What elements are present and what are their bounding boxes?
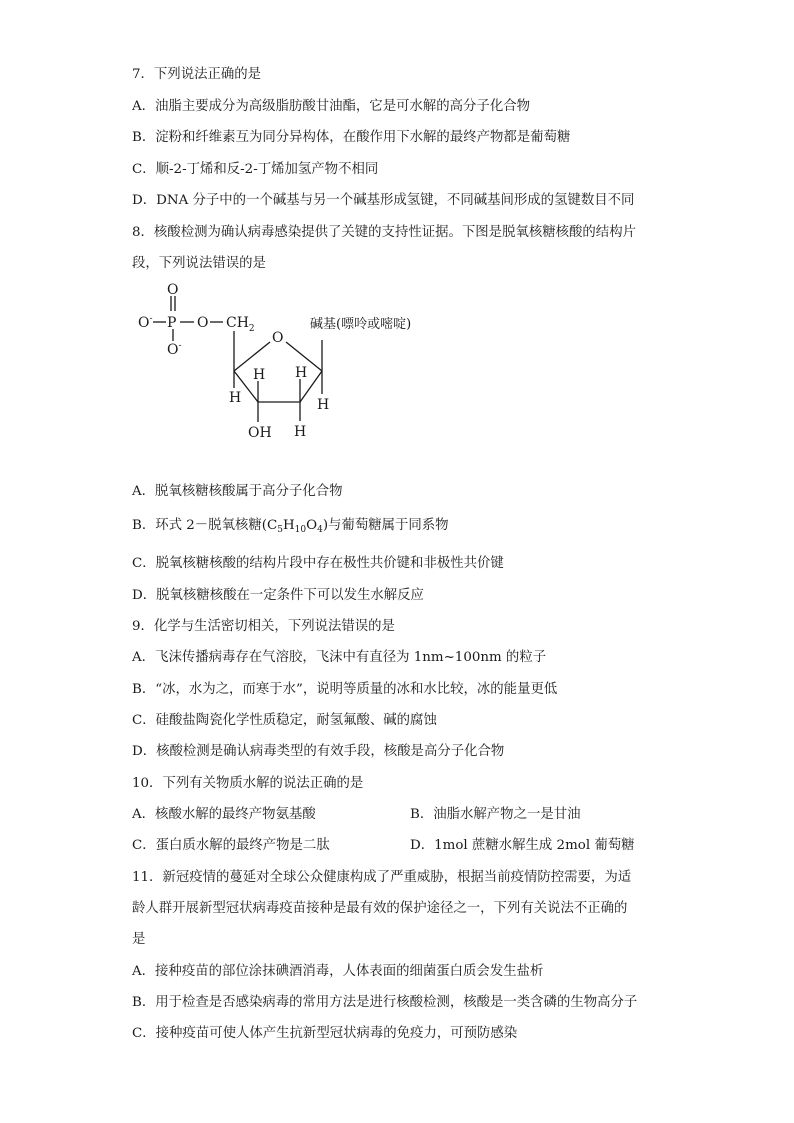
phosphate-o-bottom: O- bbox=[167, 341, 182, 358]
q10-option-c: C．蛋白质水解的最终产物是二肽 bbox=[132, 838, 330, 853]
q11-stem-line1: 11．新冠疫情的蔓延对全球公众健康构成了严重威胁，根据当前疫情防控需要，为适 bbox=[132, 870, 632, 885]
q11-stem-line3: 是 bbox=[132, 932, 146, 947]
h-c3: H bbox=[253, 367, 266, 383]
q7-option-c: C．顺-2-丁烯和反-2-丁烯加氢产物不相同 bbox=[132, 162, 379, 177]
q8-option-a: A．脱氧核糖核酸属于高分子化合物 bbox=[132, 484, 343, 499]
h-c2-down: H bbox=[294, 424, 307, 440]
q9-stem: 9．化学与生活密切相关，下列说法错误的是 bbox=[132, 619, 395, 634]
h-c4: H bbox=[229, 390, 242, 406]
q9-option-d: D．核酸检测是确认病毒类型的有效手段，核酸是高分子化合物 bbox=[132, 744, 505, 759]
q8-stem-line2: 段，下列说法错误的是 bbox=[132, 256, 266, 271]
q7-stem: 7．下列说法正确的是 bbox=[132, 67, 262, 82]
ch2-group: $CH_2$ bbox=[226, 315, 255, 334]
h-c2-up: H bbox=[295, 365, 308, 381]
q9-option-c: C．硅酸盐陶瓷化学性质稳定，耐氢氟酸、碱的腐蚀 bbox=[132, 713, 437, 728]
phosphate-o-top: O bbox=[167, 282, 179, 298]
q11-stem-line2: 龄人群开展新型冠状病毒疫苗接种是最有效的保护途径之一，下列有关说法不正确的 bbox=[132, 901, 628, 916]
phosphorus-atom: P bbox=[167, 315, 177, 331]
ring-oxygen: O bbox=[272, 330, 284, 346]
q10-option-b: B．油脂水解产物之一是甘油 bbox=[410, 807, 581, 822]
q7-option-d: D．DNA 分子中的一个碱基与另一个碱基形成氢键，不同碱基间形成的氢键数目不同 bbox=[132, 193, 635, 208]
q10-stem: 10．下列有关物质水解的说法正确的是 bbox=[132, 776, 364, 791]
deoxyribose-structure-diagram bbox=[130, 278, 430, 448]
q8-option-b: B．环式 2－脱氧核糖$(C_5H_{10}O_4)$与葡萄糖属于同系物 bbox=[132, 518, 449, 535]
q8-stem-line1: 8．核酸检测为确认病毒感染提供了关键的支持性证据。下图是脱氧核糖核酸的结构片 bbox=[132, 225, 636, 240]
q8-option-c: C．脱氧核糖核酸的结构片段中存在极性共价键和非极性共价键 bbox=[132, 556, 504, 571]
base-label: 碱基(嘌呤或嘧啶) bbox=[310, 317, 412, 332]
q7-option-b: B．淀粉和纤维素互为同分异构体，在酸作用下水解的最终产物都是葡萄糖 bbox=[132, 130, 571, 145]
hydroxyl-group: OH bbox=[248, 425, 272, 441]
ester-o-link: O bbox=[197, 315, 209, 331]
phosphate-o-left: O- bbox=[138, 314, 153, 331]
q10-option-d: D．1mol 蔗糖水解生成 2mol 葡萄糖 bbox=[410, 838, 635, 853]
h-c1: H bbox=[317, 397, 330, 413]
q9-option-b: B．“冰，水为之，而寒于水”，说明等质量的冰和水比较，冰的能量更低 bbox=[132, 682, 558, 697]
q8-option-d: D．脱氧核糖核酸在一定条件下可以发生水解反应 bbox=[132, 588, 424, 603]
q9-option-a: A．飞沫传播病毒存在气溶胶，飞沫中有直径为 1nm~100nm 的粒子 bbox=[132, 650, 547, 665]
q11-option-b: B．用于检查是否感染病毒的常用方法是进行核酸检测，核酸是一类含磷的生物高分子 bbox=[132, 995, 638, 1010]
q11-option-c: C．接种疫苗可使人体产生抗新型冠状病毒的免疫力，可预防感染 bbox=[132, 1026, 518, 1041]
q10-option-a: A．核酸水解的最终产物氨基酸 bbox=[132, 807, 316, 822]
q7-option-a: A．油脂主要成分为高级脂肪酸甘油酯，它是可水解的高分子化合物 bbox=[132, 99, 530, 114]
q11-option-a: A．接种疫苗的部位涂抹碘酒消毒，人体表面的细菌蛋白质会发生盐析 bbox=[132, 964, 544, 979]
